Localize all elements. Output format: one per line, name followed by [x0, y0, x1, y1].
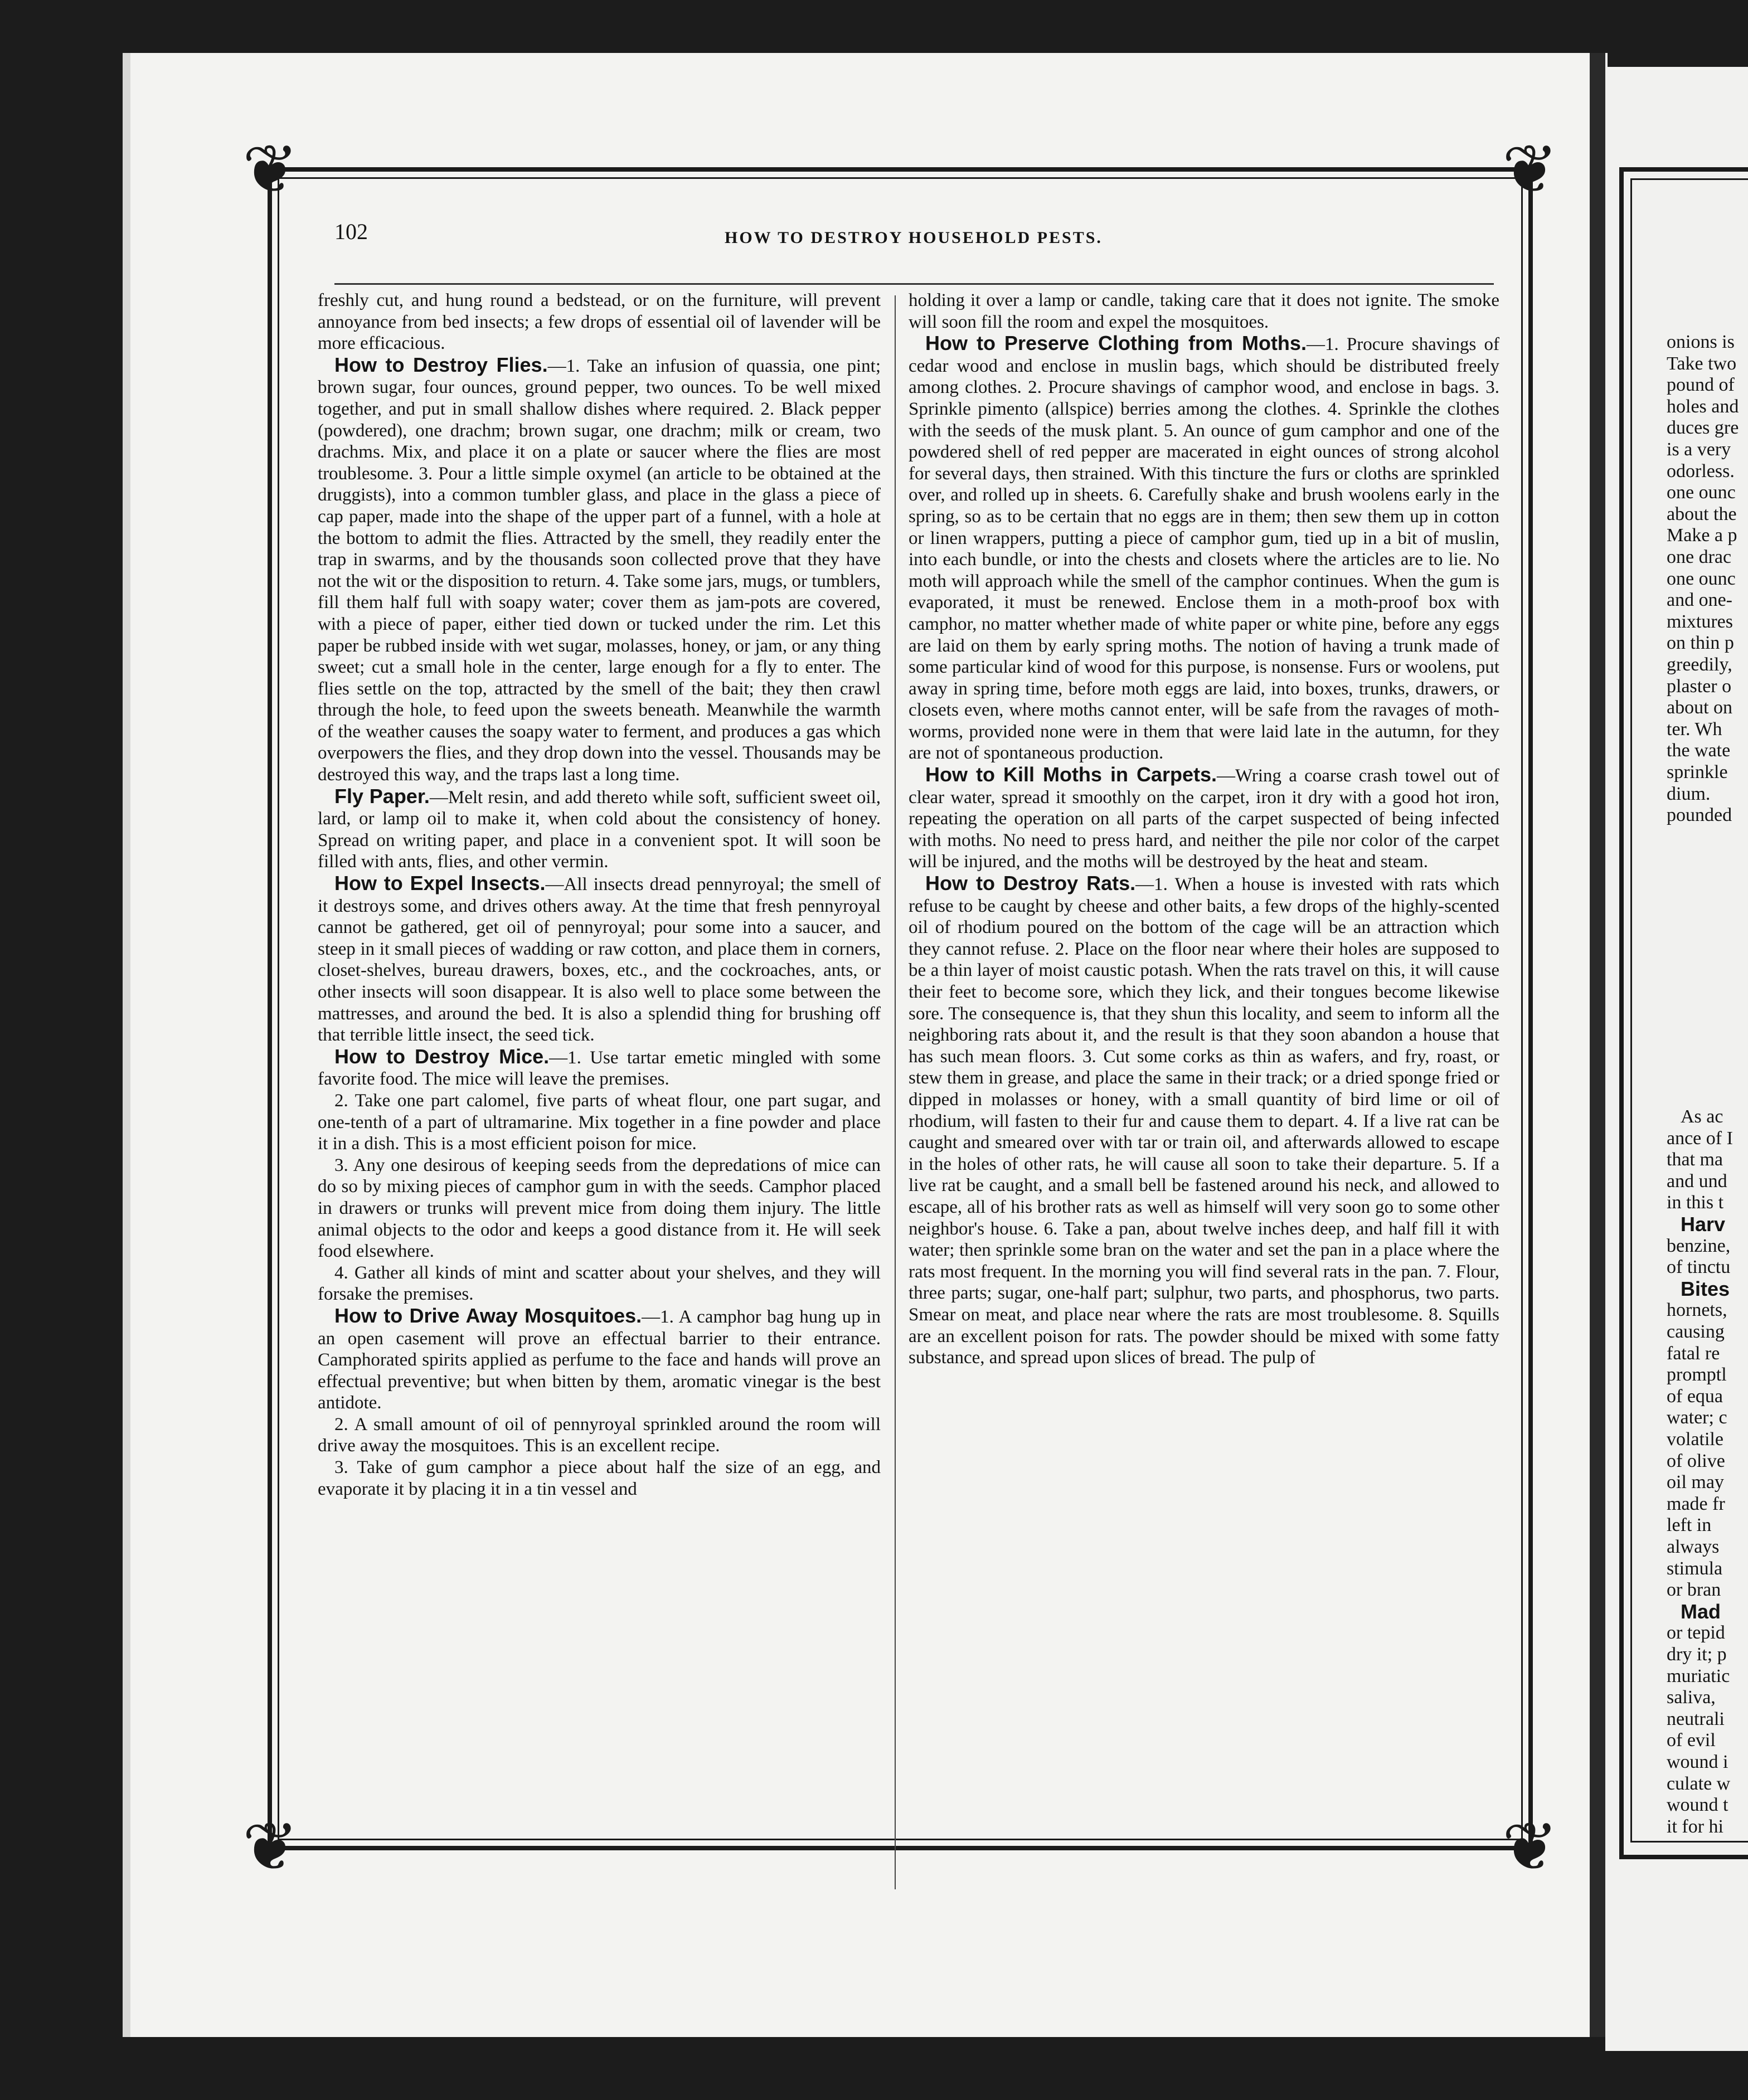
section-paragraph [909, 873, 1499, 1369]
corner-ornament-icon: ❦ [242, 133, 299, 207]
fragment-line: culate w [1667, 1773, 1731, 1794]
fragment-line: left in [1667, 1515, 1712, 1536]
fragment-line: duces gre [1667, 417, 1739, 439]
fragment-line: promptl [1667, 1364, 1727, 1386]
fragment-line: on thin p [1667, 633, 1734, 654]
paragraph-text: —1. Procure shavings of cedar wood and enclose in muslin bags, which should be distributed freely among clothes. 2. Procure shavings of camphor wood, and enclose in bags. 3. Sprinkle pimento (allspice) berries among the clothes. 4. Sprinkle the clothes with the seeds of the musk plant. 5. An ounce of gum camphor and one of the powdered shell of red pepper are macerated in eight ounces of strong alcohol for several days, then strained. With this tincture the furs or cloths are sprinkled over, and rolled up in sheets. 6. Carefully shake and brush woolens early in the spring, so as to be certain that no eggs are in them; then sew them up in cotton or linen wrappers, putting a piece of camphor gum, tied up in a bit of muslin, into each bundle, or into the chests and closets where the articles are to lie. No moth will approach while the smell of the camphor continues. When the gum is evaporated, it must be renewed. Enclose them in a moth-proof box with camphor, no matter whether made of white paper or white pine, before any eggs are laid on them by early spring moths. The notion of having a trunk made of some particular kind of wood for this purpose, is nonsense. Furs or woolens, put away in spring time, before moth eggs are laid, into boxes, trunks, drawers, or closets even, where moths cannot enter, will be safe from the ravages of moth-worms, provided none were in them that were laid late in the autumn, for they are not of spontaneous production. [909, 334, 1500, 764]
fragment-line: of evil [1667, 1730, 1716, 1751]
section-heading: How to Destroy Rats. [925, 872, 1136, 895]
paragraph-text: —1. Use tartar emetic mingled with some favorite food. The mice will leave the premises. [318, 1047, 881, 1090]
fragment-line: sprinkle [1667, 762, 1728, 782]
body-paragraph [318, 1262, 881, 1305]
paragraph-text: —1. Take an infusion of quassia, one pint; brown sugar, four ounces, ground pepper, two ounces. To be well mixed together, and put in small shallow dishes where required. 2. Black pepper (powdered), one drachm; brown sugar, one drachm; milk or cream, two drachms. Mix, and place it on a plate or saucer where the flies are most troublesome. 3. Pour a little simple oxymel (an article to be obtained at the druggists), into a common tumbler glass, and place in the glass a piece of cap paper, made into the shape of the upper part of a funnel, with a hole at the bottom to admit the flies. Attracted by the smell, they readily enter the trap in swarms, and by the thousands soon collected prove that they have not the wit or the disposition to return. 4. Take some jars, mugs, or tumblers, fill them half full with soapy water; cover them as jam-pots are covered, with a piece of paper, either tied down or tucked under the rim. Let this paper be rubbed inside with wet sugar, molasses, honey, or jam, or any thing sweet; cut a small hole in the center, large enough for a fly to enter. The flies settle on the top, attracted by the smell of the bait; they then crawl through the hole, to feed upon the sweets beneath. Meanwhile the warmth of the weather causes the soapy water to ferment, and produces a gas which overpowers the flies, and they drop down into the vessel. Thousands may be destroyed this way, and the traps last a long time. [318, 356, 881, 785]
section-paragraph [318, 873, 881, 1046]
body-paragraph [318, 1155, 881, 1262]
corner-ornament-icon: ❦ [1502, 1810, 1558, 1884]
body-paragraph [909, 290, 1499, 333]
paragraph-text: 3. Any one desirous of keeping seeds from the depredations of mice can do so by mixing pieces of camphor gum in with the seeds. Camphor placed in drawers or trunks will prevent mice from doing them injury. The little animal objects to the odor and keeps a good distance from it. He will seek food elsewhere. [318, 1155, 881, 1262]
fragment-line: in this t [1667, 1192, 1724, 1213]
fragment-line: wound i [1667, 1752, 1728, 1772]
paragraph-text: —1. A camphor bag hung up in an open casement will prove an effectual barrier to their entrance. Camphorated spirits applied as perfume to the face and hands will prove an effectual preventive; but when bitten by them, aromatic vinegar is the best antidote. [318, 1306, 881, 1413]
fragment-line: Take two [1667, 353, 1737, 374]
section-paragraph [909, 333, 1499, 764]
section-paragraph [318, 1305, 881, 1414]
section-heading: Fly Paper. [334, 784, 430, 808]
fragment-line: ance of I [1667, 1127, 1733, 1149]
header-rule [334, 283, 1494, 285]
paragraph-text: 2. Take one part calomel, five parts of wheat flour, one part sugar, and one-tenth of a part of ultramarine. Mix together in a fine powder and place it in a dish. This is a most efficient poison for mice. [318, 1090, 881, 1154]
fragment-line: wound t [1667, 1795, 1728, 1816]
fragment-line: fatal re [1667, 1343, 1720, 1364]
fragment-line: neutrali [1667, 1708, 1725, 1729]
body-paragraph [318, 1457, 881, 1500]
fragment-line: dium. [1667, 783, 1711, 804]
fragment-line: plaster o [1667, 675, 1732, 697]
fragment-line: one drac [1667, 547, 1732, 567]
fragment-line: and one- [1667, 590, 1733, 611]
fragment-line: one ounc [1667, 482, 1736, 503]
fragment-line: ter. Wh [1667, 718, 1722, 740]
section-heading: How to Expel Insects. [334, 872, 546, 895]
fragment-line: Make a p [1667, 525, 1737, 546]
body-paragraph [318, 1090, 881, 1155]
fragment-line: onions is [1667, 332, 1735, 352]
section-paragraph [318, 1046, 881, 1090]
fragment-line: causing [1667, 1321, 1725, 1342]
fragment-line: benzine, [1667, 1235, 1731, 1256]
section-paragraph [318, 354, 881, 786]
fragment-line: Mad [1681, 1600, 1721, 1623]
section-heading: How to Preserve Clothing from Moths. [925, 332, 1307, 355]
fragment-line: it for hi [1667, 1816, 1723, 1837]
fragment-line: made fr [1667, 1493, 1725, 1514]
fragment-line: pound of [1667, 375, 1735, 396]
fragment-line: and und [1667, 1170, 1727, 1192]
fragment-line: hornets, [1667, 1300, 1727, 1321]
fragment-line: water; c [1667, 1407, 1727, 1428]
fragment-line: pounded [1667, 805, 1732, 826]
section-heading: How to Destroy Flies. [334, 353, 548, 376]
paragraph-text: 4. Gather all kinds of mint and scatter about your shelves, and they will forsake the premises. [318, 1262, 881, 1305]
fragment-line: volatile [1667, 1429, 1723, 1450]
fragment-line: of olive [1667, 1450, 1725, 1471]
fragment-line: about the [1667, 503, 1737, 524]
fragment-line: Harv [1681, 1213, 1726, 1236]
fragment-line: about on [1667, 697, 1733, 718]
fragment-line: holes and [1667, 396, 1739, 417]
fragment-line: of equa [1667, 1386, 1723, 1407]
running-header: HOW TO DESTROY HOUSEHOLD PESTS. [725, 229, 1103, 247]
fragment-line: that ma [1667, 1149, 1723, 1170]
paragraph-text: freshly cut, and hung round a bedstead, or on the furniture, will prevent annoyance from bed insects; a few drops of essential oil of lavender will be more efficacious. [318, 290, 881, 354]
section-heading: How to Destroy Mice. [334, 1044, 550, 1068]
left-text-column [318, 290, 881, 1500]
fragment-line: always [1667, 1537, 1720, 1557]
paragraph-text: 2. A small amount of oil of pennyroyal sprinkled around the room will drive away the mosquitoes. This is an excellent recipe. [318, 1414, 881, 1456]
book-gutter [1590, 53, 1605, 2037]
paragraph-text: —Melt resin, and add thereto while soft, sufficient sweet oil, lard, or lamp oil to make it, when cold about the consistency of honey. Spread on writing paper, and place in a convenient spot. It will soon be filled with ants, flies, and other vermin. [318, 787, 881, 872]
page-number: 102 [334, 219, 368, 244]
paragraph-text: —All insects dread pennyroyal; the smell of it destroys some, and drives others away. At the time that fresh pennyroyal cannot be gathered, get oil of pennyroyal; pour some into a saucer, and steep in it small pieces of wadding or raw cotton, and place them in corners, closet-shelves, bureau drawers, boxes, etc., and the cockroaches, ants, or other insects will soon disappear. It is also well to place some between the mattresses, and around the bed. It is also a splendid thing for brushing off that terrible little insect, the seed tick. [318, 874, 881, 1046]
fragment-line: is a very [1667, 439, 1731, 460]
column-divider [895, 295, 896, 1889]
fragment-line: odorless. [1667, 460, 1735, 482]
fragment-line: As ac [1681, 1106, 1723, 1127]
fragment-line: or bran [1667, 1579, 1721, 1601]
fragment-line: the wate [1667, 740, 1731, 761]
section-paragraph [318, 786, 881, 873]
body-paragraph [318, 1414, 881, 1457]
paragraph-text: —1. When a house is invested with rats which refuse to be caught by cheese and other baits, a few drops of the highly-scented oil of rhodium poured on the bottom of the cage will be an attraction which they cannot refuse. 2. Place on the floor near where their holes are supposed to be a thin layer of moist caustic potash. When the rats travel on this, it will cause their feet to become sore, which they lick, and their tongues become likewise sore. The consequence is, that they shun this locality, and seem to inform all the neighboring rats about it, and the result is that they soon abandon a house that has such mean floors. 3. Cut some corks as thin as wafers, and fry, roast, or stew them in grease, and place the same in their track; or a dried sponge fried or dipped in molasses or honey, with a small quantity of bird lime or oil of rhodium, will fasten to their fur and cause them to depart. 4. If a live rat can be caught and smeared over with tar or train oil, and afterwards allowed to escape in the holes of other rats, he will cause all soon to take their departure. 5. If a live rat be caught, and a small bell be fastened around his neck, and allowed to escape, all of his brother rats as well as himself will very soon go to some other neighbor's house. 6. Take a pan, about twelve inches deep, and half fill it with water; then sprinkle some bran on the water and set the pan in a place where the rats most frequent. In the morning you will find several rats in the pan. 7. Flour, three parts; sugar, one-half part; sulphur, two parts, and phosphorus, two parts. Smear on meat, and place near where the rats are most troublesome. 8. Squills are an excellent poison for rats. The powder should be mixed with some fatty substance, and spread upon slices of bread. The pulp of [909, 874, 1499, 1368]
fragment-line: of tinctu [1667, 1257, 1731, 1278]
fragment-line: dry it; p [1667, 1644, 1727, 1665]
fragment-line: one ounc [1667, 568, 1736, 589]
section-heading: How to Drive Away Mosquitoes. [334, 1304, 642, 1327]
paragraph-text: 3. Take of gum camphor a piece about half the size of an egg, and evaporate it by placing it in a tin vessel and [318, 1457, 881, 1499]
section-heading: How to Kill Moths in Carpets. [925, 763, 1217, 786]
corner-ornament-icon: ❦ [242, 1810, 299, 1884]
fragment-line: mixtures [1667, 611, 1733, 632]
paragraph-text: holding it over a lamp or candle, taking care that it does not ignite. The smoke will soon fill the room and expel the mosquitoes. [909, 290, 1499, 332]
fragment-line: saliva, [1667, 1687, 1716, 1708]
fragment-line: or tepid [1667, 1622, 1725, 1644]
fragment-line: oil may [1667, 1472, 1724, 1493]
fragment-line: Bites [1681, 1277, 1730, 1300]
paragraph-text: —Wring a coarse crash towel out of clear water, spread it smoothly on the carpet, iron it dry with a good hot iron, repeating the operation on all parts of the carpet suspected of being infected with moths. No need to press hard, and neither the pile nor color of the carpet will be injured, and the moths will be destroyed by the heat and steam. [909, 766, 1499, 872]
fragment-line: greedily, [1667, 654, 1732, 675]
fragment-line: muriatic [1667, 1665, 1730, 1686]
right-text-column [909, 290, 1499, 1369]
fragment-line: stimula [1667, 1558, 1723, 1579]
corner-ornament-icon: ❦ [1502, 133, 1558, 207]
body-paragraph [318, 290, 881, 354]
section-paragraph [909, 764, 1499, 873]
